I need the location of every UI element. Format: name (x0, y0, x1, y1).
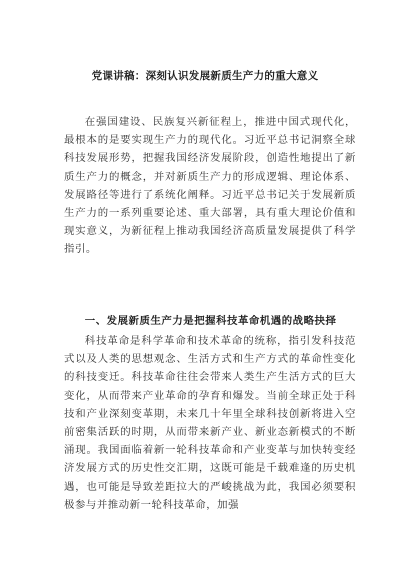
document-title: 党课讲稿：深刻认识发展新质生产力的重大意义 (91, 70, 319, 82)
intro-paragraph: 在强国建设、民族复兴新征程上，推进中国式现代化，最根本的是要实现生产力的现代化。习近平总书记洞察全球科技发展形势，把握我国经济发展阶段，创造性地提出了新质生产力的概念，并对新质生产力的形成逻辑、理论体系、发展路径等进行了系统化阐释。习近平总书记关于发展新质生产力的一系列重要论述、重大部署，具有重大理论价值和现实意义，为新征程上推动我国经济高质量发展提供了科学指引。 (64, 116, 356, 256)
section-paragraph: 科技革命是科学革命和技术革命的统称，指引发科技范式以及人类的思想观念、生活方式和生产方式的革命性变化的科技变迁。科技革命往往会带来人类生产生活方式的巨大变化，从而带来产业革命的孕育和爆发。当前全球正处于科技和产业深刻变革期，未来几十年里全球科技创新将进入空前密集活跃的时期，从而带来新产业、新业态新模式的不断涌现。我国面临着新一轮科技革命和产业变革与加快转变经济发展方式的历史性交汇期，这既可能是千载难逢的历史机遇，也可能是导致差距拉大的严峻挑战为此，我国必须要积极参与并推动新一轮科技革命，加强 (64, 335, 356, 511)
section-heading: 一、发展新质生产力是把握科技革命机遇的战略抉择 (84, 315, 337, 327)
